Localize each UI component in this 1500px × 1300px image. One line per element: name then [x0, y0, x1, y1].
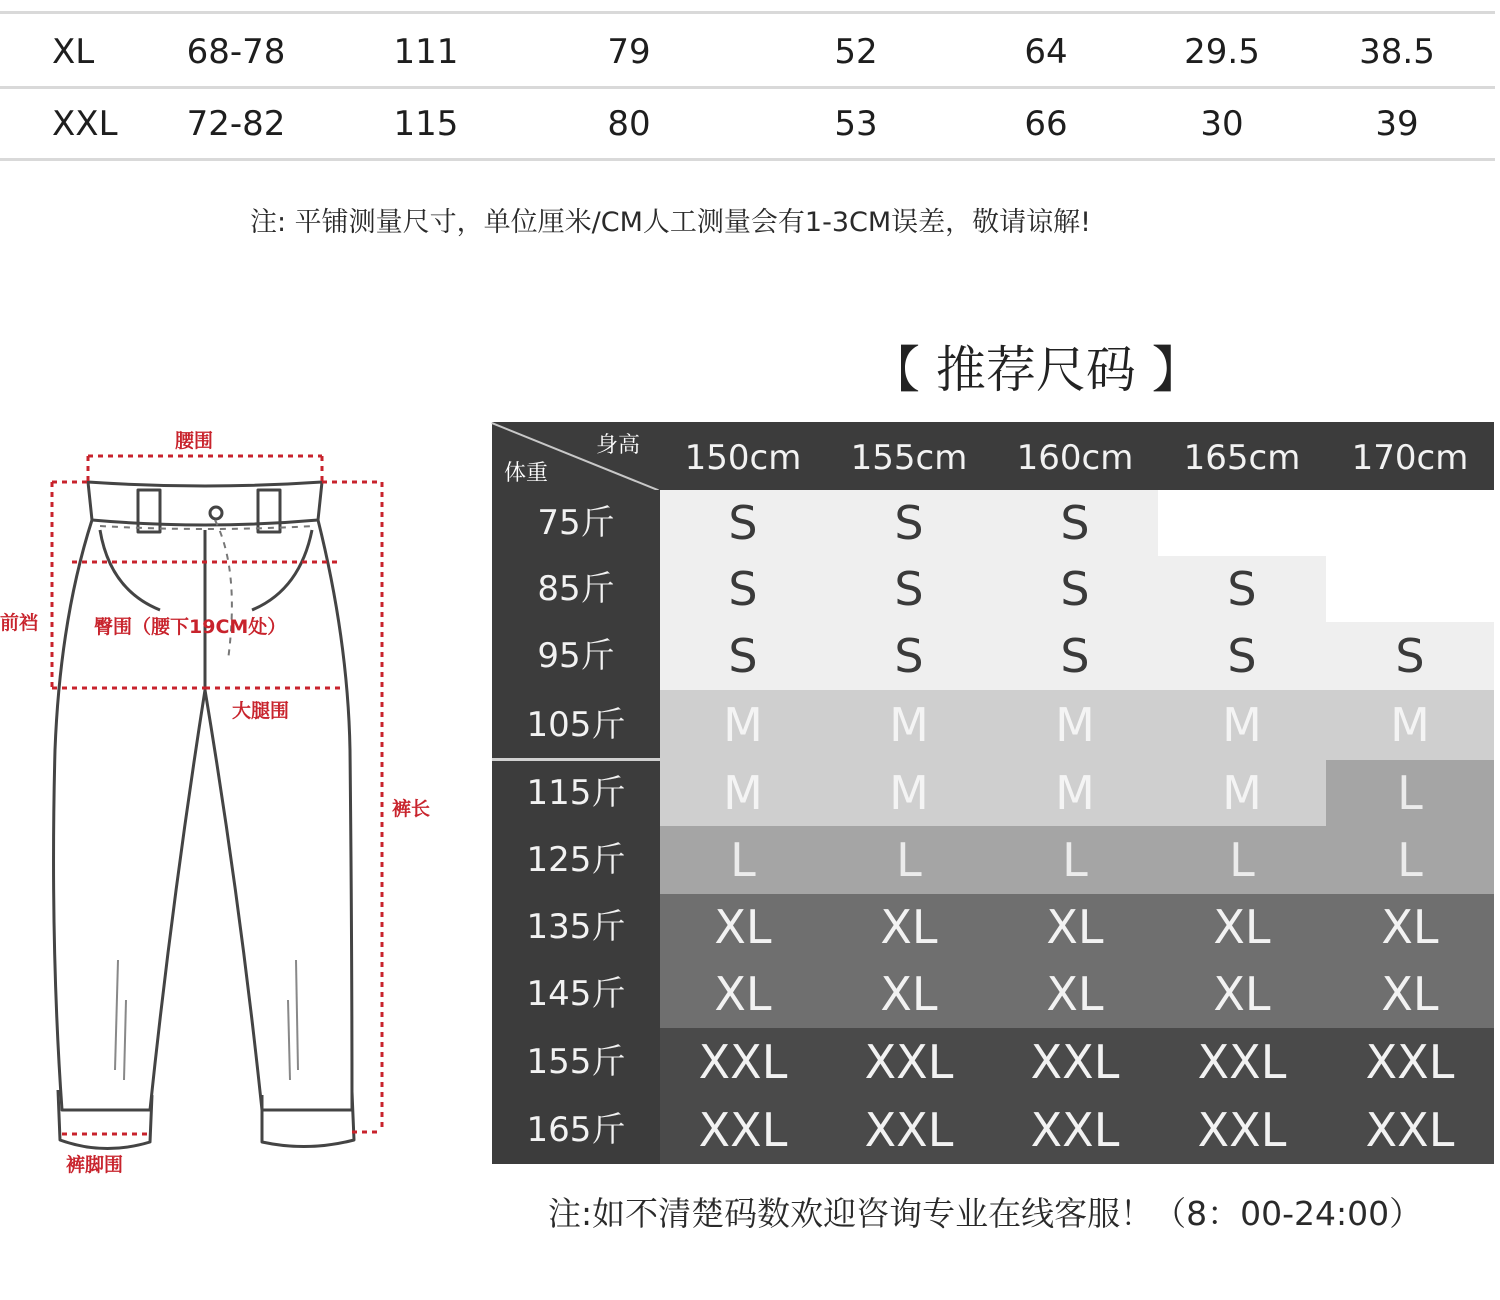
measurement-cell: 64 [1024, 32, 1068, 72]
corner-height-label: 身高 [596, 433, 641, 458]
weight-label: 145斤 [526, 974, 626, 1014]
recommended-size: S [1395, 629, 1425, 683]
recommended-size: XL [1213, 967, 1271, 1021]
weight-label: 135斤 [526, 907, 626, 947]
size-label-cell: XXL [52, 104, 118, 144]
recommended-size: S [1227, 629, 1257, 683]
recommended-size: S [1060, 562, 1090, 616]
recommended-size: XXL [1365, 1035, 1455, 1089]
corner-weight-label: 体重 [504, 461, 549, 486]
recommended-size: XL [1381, 967, 1439, 1021]
pants-measurement-diagram [0, 420, 470, 1190]
height-header: 165cm [1183, 438, 1301, 478]
size-label-cell: XL [52, 32, 95, 72]
recommended-size: L [1397, 833, 1423, 887]
recommended-size: XL [714, 967, 772, 1021]
recommended-size: XXL [1197, 1103, 1287, 1157]
recommended-size: L [1229, 833, 1255, 887]
weight-label: 165斤 [526, 1110, 626, 1150]
recommended-size: L [1397, 766, 1423, 820]
recommended-size: L [730, 833, 756, 887]
recommended-size: S [1227, 562, 1257, 616]
table-divider [0, 158, 1495, 161]
recommended-size: M [889, 766, 929, 820]
grid-cell [1326, 556, 1494, 622]
recommended-size: M [1390, 698, 1430, 752]
weight-label: 155斤 [526, 1042, 626, 1082]
table-row [0, 16, 1495, 88]
recommended-size: XXL [1197, 1035, 1287, 1089]
table-row [0, 88, 1495, 160]
thigh-label: 大腿围 [232, 700, 290, 722]
recommended-size: XL [880, 967, 938, 1021]
grid-cell [1326, 490, 1494, 556]
recommended-size: XXL [1365, 1103, 1455, 1157]
weight-label: 125斤 [526, 840, 626, 880]
recommended-size: XXL [864, 1035, 954, 1089]
height-header: 155cm [850, 438, 968, 478]
recommended-size: M [1222, 698, 1262, 752]
recommended-size: S [894, 629, 924, 683]
weight-column [492, 490, 660, 1164]
recommended-size: S [1060, 629, 1090, 683]
hem-label: 裤脚围 [66, 1154, 124, 1176]
height-header: 160cm [1016, 438, 1134, 478]
recommended-size: S [894, 496, 924, 550]
recommended-size: XXL [698, 1103, 788, 1157]
recommended-size: XL [1213, 900, 1271, 954]
height-header: 170cm [1351, 438, 1469, 478]
measurement-cell: 72-82 [186, 104, 286, 144]
recommended-size: XL [714, 900, 772, 954]
recommended-size: S [1060, 496, 1090, 550]
recommended-size: XXL [1030, 1103, 1120, 1157]
recommended-size: M [1055, 698, 1095, 752]
recommended-size: M [889, 698, 929, 752]
recommended-size: M [723, 766, 763, 820]
recommended-size: XL [1381, 900, 1439, 954]
recommended-size: XL [1046, 967, 1104, 1021]
table-divider [0, 11, 1495, 14]
weight-label: 95斤 [537, 636, 615, 676]
hip-label: 臀围（腰下19CM处） [94, 616, 287, 638]
recommended-size: S [728, 496, 758, 550]
recommended-size: L [896, 833, 922, 887]
weight-label: 75斤 [537, 503, 615, 543]
measurement-cell: 79 [607, 32, 651, 72]
length-label: 裤长 [392, 798, 431, 820]
measurement-cell: 66 [1024, 104, 1068, 144]
recommended-size: M [1055, 766, 1095, 820]
measurement-note: 注: 平铺测量尺寸，单位厘米/CM人工测量会有1-3CM误差，敬请谅解! [250, 207, 1091, 238]
waist-label: 腰围 [175, 430, 214, 452]
front-rise-label: 前裆 [0, 612, 39, 634]
measurement-cell: 115 [393, 104, 459, 144]
weight-label: 105斤 [526, 705, 626, 745]
measurement-cell: 80 [607, 104, 651, 144]
recommended-size: XXL [698, 1035, 788, 1089]
recommended-size: XXL [1030, 1035, 1120, 1089]
recommended-size: M [723, 698, 763, 752]
measurement-cell: 39 [1375, 104, 1419, 144]
service-note: 注:如不清楚码数欢迎咨询专业在线客服！（8：00-24:00） [548, 1194, 1423, 1233]
grid-cell [1158, 490, 1326, 556]
recommended-size: XL [880, 900, 938, 954]
recommended-size: M [1222, 766, 1262, 820]
weight-label: 115斤 [526, 773, 626, 813]
recommended-size: S [728, 562, 758, 616]
measurement-cell: 29.5 [1184, 32, 1260, 72]
recommend-title: 【 推荐尺码 】 [870, 341, 1202, 399]
measurement-cell: 111 [393, 32, 459, 72]
weight-label: 85斤 [537, 569, 615, 609]
measurement-cell: 53 [834, 104, 878, 144]
recommended-size: S [728, 629, 758, 683]
measurement-cell: 38.5 [1359, 32, 1435, 72]
height-header: 150cm [684, 438, 802, 478]
recommended-size: XL [1046, 900, 1104, 954]
grid-corner [492, 422, 660, 490]
measurement-cell: 68-78 [186, 32, 286, 72]
measurement-cell: 30 [1200, 104, 1244, 144]
recommended-size: L [1062, 833, 1088, 887]
recommended-size: S [894, 562, 924, 616]
size-recommendation-grid [492, 422, 1494, 1164]
measurement-cell: 52 [834, 32, 878, 72]
recommended-size: XXL [864, 1103, 954, 1157]
